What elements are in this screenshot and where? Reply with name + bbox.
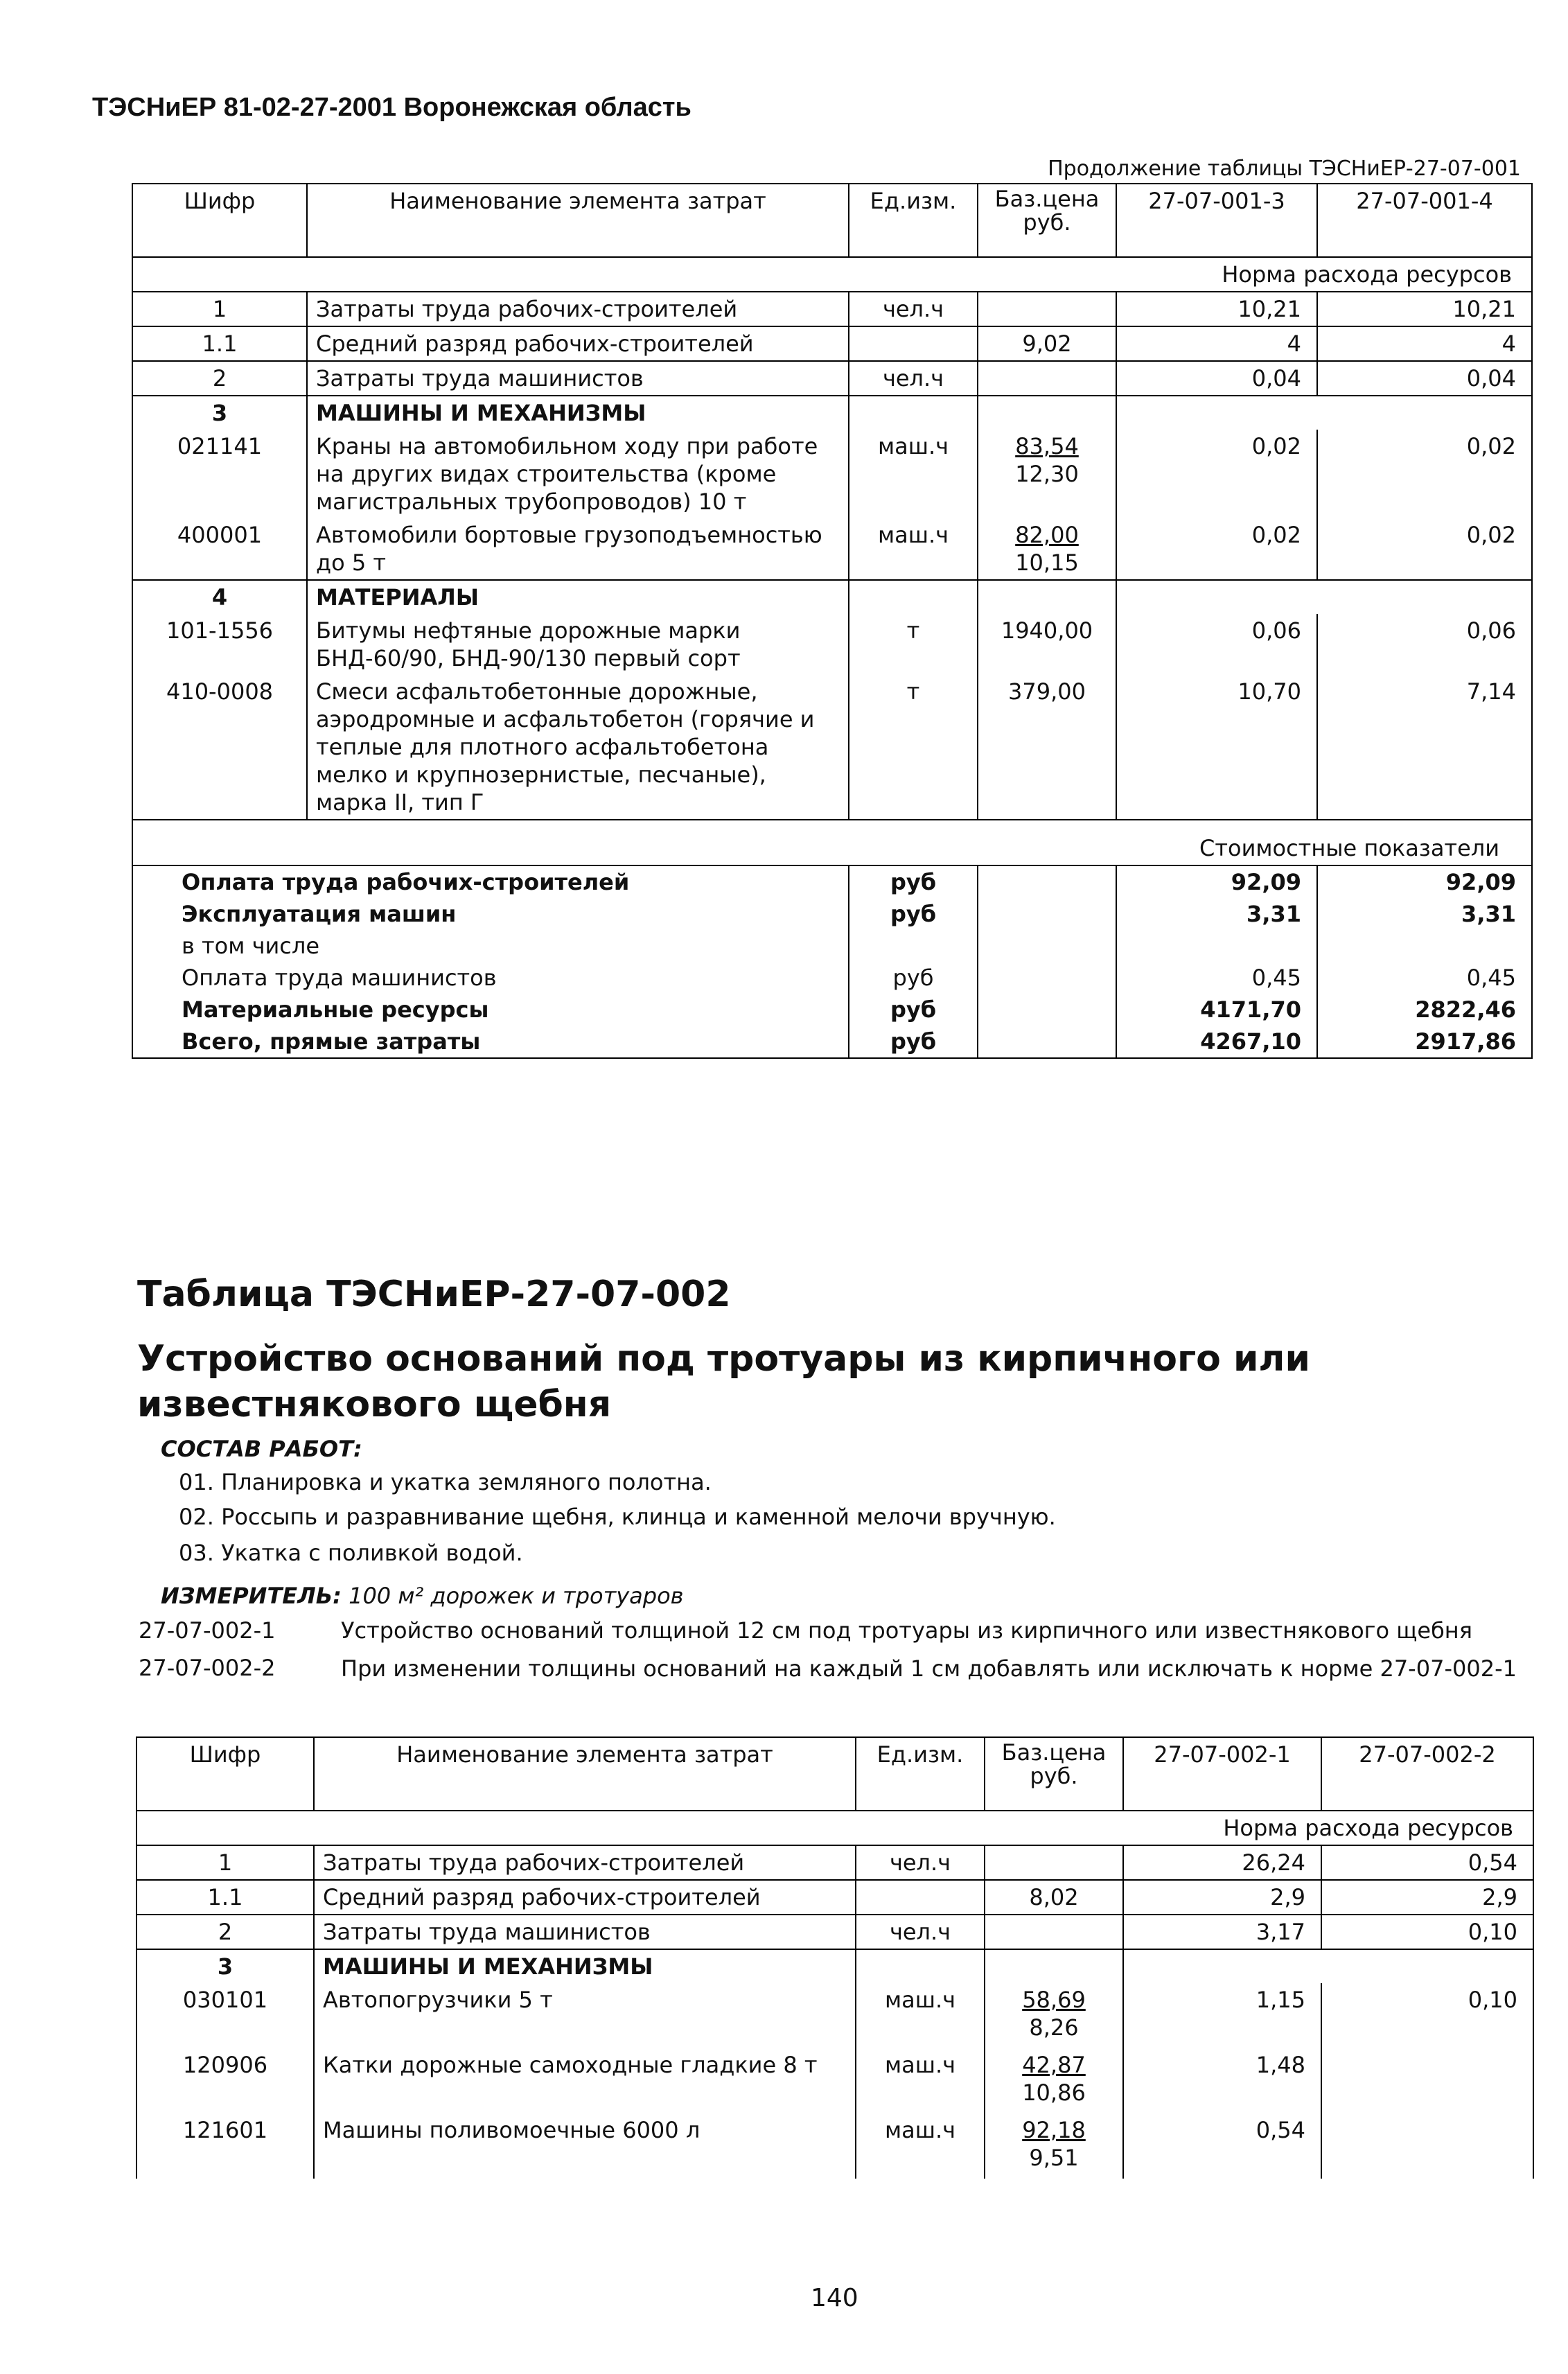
t1-cost-row — [132, 994, 1532, 1026]
t1-cost-price — [978, 1026, 1116, 1058]
t2-cell-unit: чел.ч — [856, 1845, 985, 1880]
t1-cell-v2 — [1317, 396, 1532, 430]
t1-cell-name: МАТЕРИАЛЫ — [307, 580, 849, 614]
t2-cell-price — [985, 2048, 1123, 2113]
col-header-norm-1: 27-07-002-1 — [1123, 1737, 1321, 1811]
t1-price-wage: 12,30 — [1015, 461, 1079, 487]
t1-row — [132, 396, 1532, 430]
t1-cell-v1: 0,04 — [1116, 361, 1317, 396]
norm-desc: Устройство оснований толщиной 12 см под тротуары из кирпичного или известнякового щебня — [341, 1617, 1472, 1644]
t2-cell-unit: маш.ч — [856, 2113, 985, 2179]
t2-cell-price — [985, 1983, 1123, 2048]
t2-cell-name: Затраты труда рабочих-строителей — [314, 1845, 856, 1880]
t2-cell-price — [985, 2113, 1123, 2179]
work-item: 01. Планировка и укатка земляного полотна. — [179, 1469, 712, 1495]
t1-cell-unit — [849, 326, 978, 361]
col-header-price: Баз.цена руб. — [985, 1737, 1123, 1811]
t1-cost-name: в том числе — [132, 930, 849, 962]
t1-cost-v1: 3,31 — [1116, 898, 1317, 930]
col-header-norm-2: 27-07-002-2 — [1321, 1737, 1533, 1811]
t1-cell-v2 — [1317, 580, 1532, 614]
t2-cell-unit: маш.ч — [856, 1983, 985, 2048]
t1-row — [132, 580, 1532, 614]
t1-cost-v1: 0,45 — [1116, 962, 1317, 994]
t1-cost-v2: 0,45 — [1317, 962, 1532, 994]
t2-cell-unit: маш.ч — [856, 2048, 985, 2113]
t2-cell-v2: 0,54 — [1321, 1845, 1533, 1880]
t1-cost-v1: 92,09 — [1116, 865, 1317, 898]
col-header-name: Наименование элемента затрат — [314, 1737, 856, 1811]
t2-price-wage: 10,86 — [1022, 2080, 1086, 2106]
t1-cost-v1: 4171,70 — [1116, 994, 1317, 1026]
t1-cost-unit: руб — [849, 962, 978, 994]
t1-norm-label: Норма расхода ресурсов — [132, 257, 1532, 292]
t1-cell-v1: 10,21 — [1116, 292, 1317, 326]
t2-cell-name: Затраты труда машинистов — [314, 1915, 856, 1949]
t1-cell-code: 410-0008 — [132, 675, 307, 820]
t1-cost-name: Эксплуатация машин — [132, 898, 849, 930]
t1-cell-v1: 0,02 — [1116, 430, 1317, 518]
t1-cell-v2: 0,02 — [1317, 430, 1532, 518]
t1-row — [132, 430, 1532, 518]
t1-price-base: 82,00 — [1015, 522, 1079, 548]
t2-cell-v1: 3,17 — [1123, 1915, 1321, 1949]
t1-cell-price — [978, 292, 1116, 326]
t1-row — [132, 518, 1532, 580]
t1-cell-v2: 0,06 — [1317, 614, 1532, 675]
t2-price-wage: 9,51 — [1029, 2145, 1079, 2171]
t1-cost-unit — [849, 930, 978, 962]
t1-cell-price — [978, 518, 1116, 580]
t1-cell-name: МАШИНЫ И МЕХАНИЗМЫ — [307, 396, 849, 430]
t1-cell-code: 101-1556 — [132, 614, 307, 675]
t1-cell-price — [978, 396, 1116, 430]
t1-cost-label: Стоимостные показатели — [132, 820, 1532, 865]
t1-price-base: 83,54 — [1015, 433, 1079, 459]
t1-cell-unit: чел.ч — [849, 292, 978, 326]
t1-cell-unit: т — [849, 614, 978, 675]
t2-cell-v2: 0,10 — [1321, 1983, 1533, 2048]
t2-row — [136, 1880, 1533, 1915]
t1-cost-row — [132, 1026, 1532, 1058]
t1-cell-unit: чел.ч — [849, 361, 978, 396]
sostav-label: СОСТАВ РАБОТ: — [161, 1436, 362, 1462]
t2-cell-v1: 26,24 — [1123, 1845, 1321, 1880]
t1-cost-price — [978, 865, 1116, 898]
t2-cell-v2: 0,10 — [1321, 1915, 1533, 1949]
t2-cell-name: Средний разряд рабочих-строителей — [314, 1880, 856, 1915]
t2-price-base: 58,69 — [1022, 1987, 1086, 2013]
t1-cost-v2: 92,09 — [1317, 865, 1532, 898]
t1-cell-v1: 0,06 — [1116, 614, 1317, 675]
t2-cell-code: 120906 — [136, 2048, 314, 2113]
col-header-code: Шифр — [136, 1737, 314, 1811]
t2-cell-name: Автопогрузчики 5 т — [314, 1983, 856, 2048]
t2-cell-name: МАШИНЫ И МЕХАНИЗМЫ — [314, 1949, 856, 1983]
t2-row — [136, 2048, 1533, 2113]
t2-cell-code: 1.1 — [136, 1880, 314, 1915]
t1-cost-name: Материальные ресурсы — [132, 994, 849, 1026]
t1-cell-price: 379,00 — [978, 675, 1116, 820]
t2-cell-code: 3 — [136, 1949, 314, 1983]
t2-cell-v1: 2,9 — [1123, 1880, 1321, 1915]
col-header-unit: Ед.изм. — [856, 1737, 985, 1811]
t1-cost-name: Оплата труда рабочих-строителей — [132, 865, 849, 898]
t2-cell-name: Машины поливомоечные 6000 л — [314, 2113, 856, 2179]
t1-cell-code: 400001 — [132, 518, 307, 580]
t1-cost-row — [132, 962, 1532, 994]
col-header-name: Наименование элемента затрат — [307, 184, 849, 257]
t1-row — [132, 675, 1532, 820]
t2-price-wage: 8,26 — [1029, 2014, 1079, 2041]
t1-row — [132, 614, 1532, 675]
resource-table-1 — [132, 183, 1533, 1059]
col-header-unit: Ед.изм. — [849, 184, 978, 257]
t1-cost-row — [132, 898, 1532, 930]
col-header-price: Баз.цена руб. — [978, 184, 1116, 257]
t1-cost-v2 — [1317, 930, 1532, 962]
t1-cell-v2: 7,14 — [1317, 675, 1532, 820]
t1-cost-name: Всего, прямые затраты — [132, 1026, 849, 1058]
t1-price-wage: 10,15 — [1015, 549, 1079, 576]
t2-cell-code: 1 — [136, 1845, 314, 1880]
t1-cell-name: Средний разряд рабочих-строителей — [307, 326, 849, 361]
t1-cost-unit: руб — [849, 898, 978, 930]
t1-cell-v2: 10,21 — [1317, 292, 1532, 326]
t1-cell-price — [978, 430, 1116, 518]
t2-cell-unit — [856, 1880, 985, 1915]
t1-cell-v2: 4 — [1317, 326, 1532, 361]
t1-row — [132, 361, 1532, 396]
t1-cell-name: Битумы нефтяные дорожные марки БНД-60/90, БНД-90/130 первый сорт — [307, 614, 849, 675]
t1-cost-name: Оплата труда машинистов — [132, 962, 849, 994]
table-continuation-label: Продолжение таблицы ТЭСНиЕР-27-07-001 — [1048, 157, 1521, 181]
document-header-title: ТЭСНиЕР 81-02-27-2001 Воронежская область — [92, 93, 691, 122]
t2-cell-v2: 2,9 — [1321, 1880, 1533, 1915]
t2-cell-v1 — [1123, 1949, 1321, 1983]
t1-cost-v2: 2917,86 — [1317, 1026, 1532, 1058]
t2-price-base: 42,87 — [1022, 2052, 1086, 2078]
t1-cell-name: Автомобили бортовые грузоподъемностью до 5 т — [307, 518, 849, 580]
t1-cell-price — [978, 580, 1116, 614]
norm-desc: При изменении толщины оснований на каждый 1 см добавлять или исключать к норме 27-07-002-1 — [341, 1655, 1517, 1682]
t2-norm-label: Норма расхода ресурсов — [136, 1811, 1533, 1845]
t1-cell-v2: 0,02 — [1317, 518, 1532, 580]
t2-cell-v1: 0,54 — [1123, 2113, 1321, 2179]
t2-row — [136, 1983, 1533, 2048]
t1-cost-v2: 2822,46 — [1317, 994, 1532, 1026]
t1-cell-code: 1 — [132, 292, 307, 326]
t1-cell-unit — [849, 580, 978, 614]
t1-cell-name: Затраты труда машинистов — [307, 361, 849, 396]
t1-cell-v2: 0,04 — [1317, 361, 1532, 396]
t1-cell-unit: маш.ч — [849, 430, 978, 518]
resource-table-2 — [136, 1736, 1534, 2179]
col-header-code: Шифр — [132, 184, 307, 257]
t1-cell-name: Затраты труда рабочих-строителей — [307, 292, 849, 326]
t2-cell-price — [985, 1915, 1123, 1949]
t1-cell-unit: маш.ч — [849, 518, 978, 580]
t1-cell-v1: 10,70 — [1116, 675, 1317, 820]
section-subtitle: Устройство оснований под тротуары из кирпичного или известнякового щебня — [137, 1338, 1310, 1425]
page-number: 140 — [811, 2284, 858, 2312]
t2-cell-name: Катки дорожные самоходные гладкие 8 т — [314, 2048, 856, 2113]
t1-cell-v1 — [1116, 580, 1317, 614]
t2-cell-unit: чел.ч — [856, 1915, 985, 1949]
t2-row — [136, 1949, 1533, 1983]
t1-cell-name: Краны на автомобильном ходу при работе на других видах строительства (кроме магистральных трубопроводов) 10 т — [307, 430, 849, 518]
t2-cell-unit — [856, 1949, 985, 1983]
t1-cell-v1: 4 — [1116, 326, 1317, 361]
t1-cell-code: 021141 — [132, 430, 307, 518]
t2-row — [136, 2113, 1533, 2179]
t1-cell-price — [978, 361, 1116, 396]
t1-cost-price — [978, 994, 1116, 1026]
work-item: 03. Укатка с поливкой водой. — [179, 1540, 523, 1566]
t1-cost-row — [132, 930, 1532, 962]
t1-row — [132, 326, 1532, 361]
t1-cost-v1: 4267,10 — [1116, 1026, 1317, 1058]
col-header-norm-2: 27-07-001-4 — [1317, 184, 1532, 257]
t1-cost-price — [978, 898, 1116, 930]
t2-price-base: 92,18 — [1022, 2117, 1086, 2143]
t1-cost-v2: 3,31 — [1317, 898, 1532, 930]
measure-label: ИЗМЕРИТЕЛЬ: — [161, 1583, 342, 1609]
measure-line — [161, 1583, 684, 1609]
t1-cell-price: 1940,00 — [978, 614, 1116, 675]
measure-value: 100 м² дорожек и тротуаров — [349, 1583, 684, 1609]
t2-row — [136, 1845, 1533, 1880]
t2-row — [136, 1915, 1533, 1949]
t1-cell-code: 2 — [132, 361, 307, 396]
t1-cost-v1 — [1116, 930, 1317, 962]
work-item: 02. Россыпь и разравнивание щебня, клинца и каменной мелочи вручную. — [179, 1504, 1056, 1530]
t1-cell-v1: 0,02 — [1116, 518, 1317, 580]
t1-cell-v1 — [1116, 396, 1317, 430]
section-title: Таблица ТЭСНиЕР-27-07-002 — [137, 1274, 731, 1315]
t1-cell-code: 3 — [132, 396, 307, 430]
t1-cost-unit: руб — [849, 865, 978, 898]
t2-cell-v1: 1,48 — [1123, 2048, 1321, 2113]
t2-cell-price — [985, 1949, 1123, 1983]
t1-cell-code: 4 — [132, 580, 307, 614]
t2-cell-v2 — [1321, 2113, 1533, 2179]
t2-cell-code: 030101 — [136, 1983, 314, 2048]
t2-cell-code: 121601 — [136, 2113, 314, 2179]
t1-cell-code: 1.1 — [132, 326, 307, 361]
norm-code: 27-07-002-1 — [139, 1617, 276, 1644]
t2-cell-v2 — [1321, 2048, 1533, 2113]
t1-cell-price: 9,02 — [978, 326, 1116, 361]
col-header-norm-1: 27-07-001-3 — [1116, 184, 1317, 257]
t1-cost-price — [978, 930, 1116, 962]
t1-cell-name: Смеси асфальтобетонные дорожные, аэродромные и асфальтобетон (горячие и теплые для плотного асфальтобетона мелко и крупнозернистые, песчаные), марка II, тип Г — [307, 675, 849, 820]
t1-cost-unit: руб — [849, 994, 978, 1026]
t2-cell-v1: 1,15 — [1123, 1983, 1321, 2048]
t1-cell-unit — [849, 396, 978, 430]
t1-cost-unit: руб — [849, 1026, 978, 1058]
t1-cost-row — [132, 865, 1532, 898]
t1-cost-price — [978, 962, 1116, 994]
t2-cell-code: 2 — [136, 1915, 314, 1949]
t2-cell-v2 — [1321, 1949, 1533, 1983]
t1-row — [132, 292, 1532, 326]
t2-cell-price: 8,02 — [985, 1880, 1123, 1915]
t1-cell-unit: т — [849, 675, 978, 820]
norm-code: 27-07-002-2 — [139, 1655, 276, 1681]
t2-cell-price — [985, 1845, 1123, 1880]
